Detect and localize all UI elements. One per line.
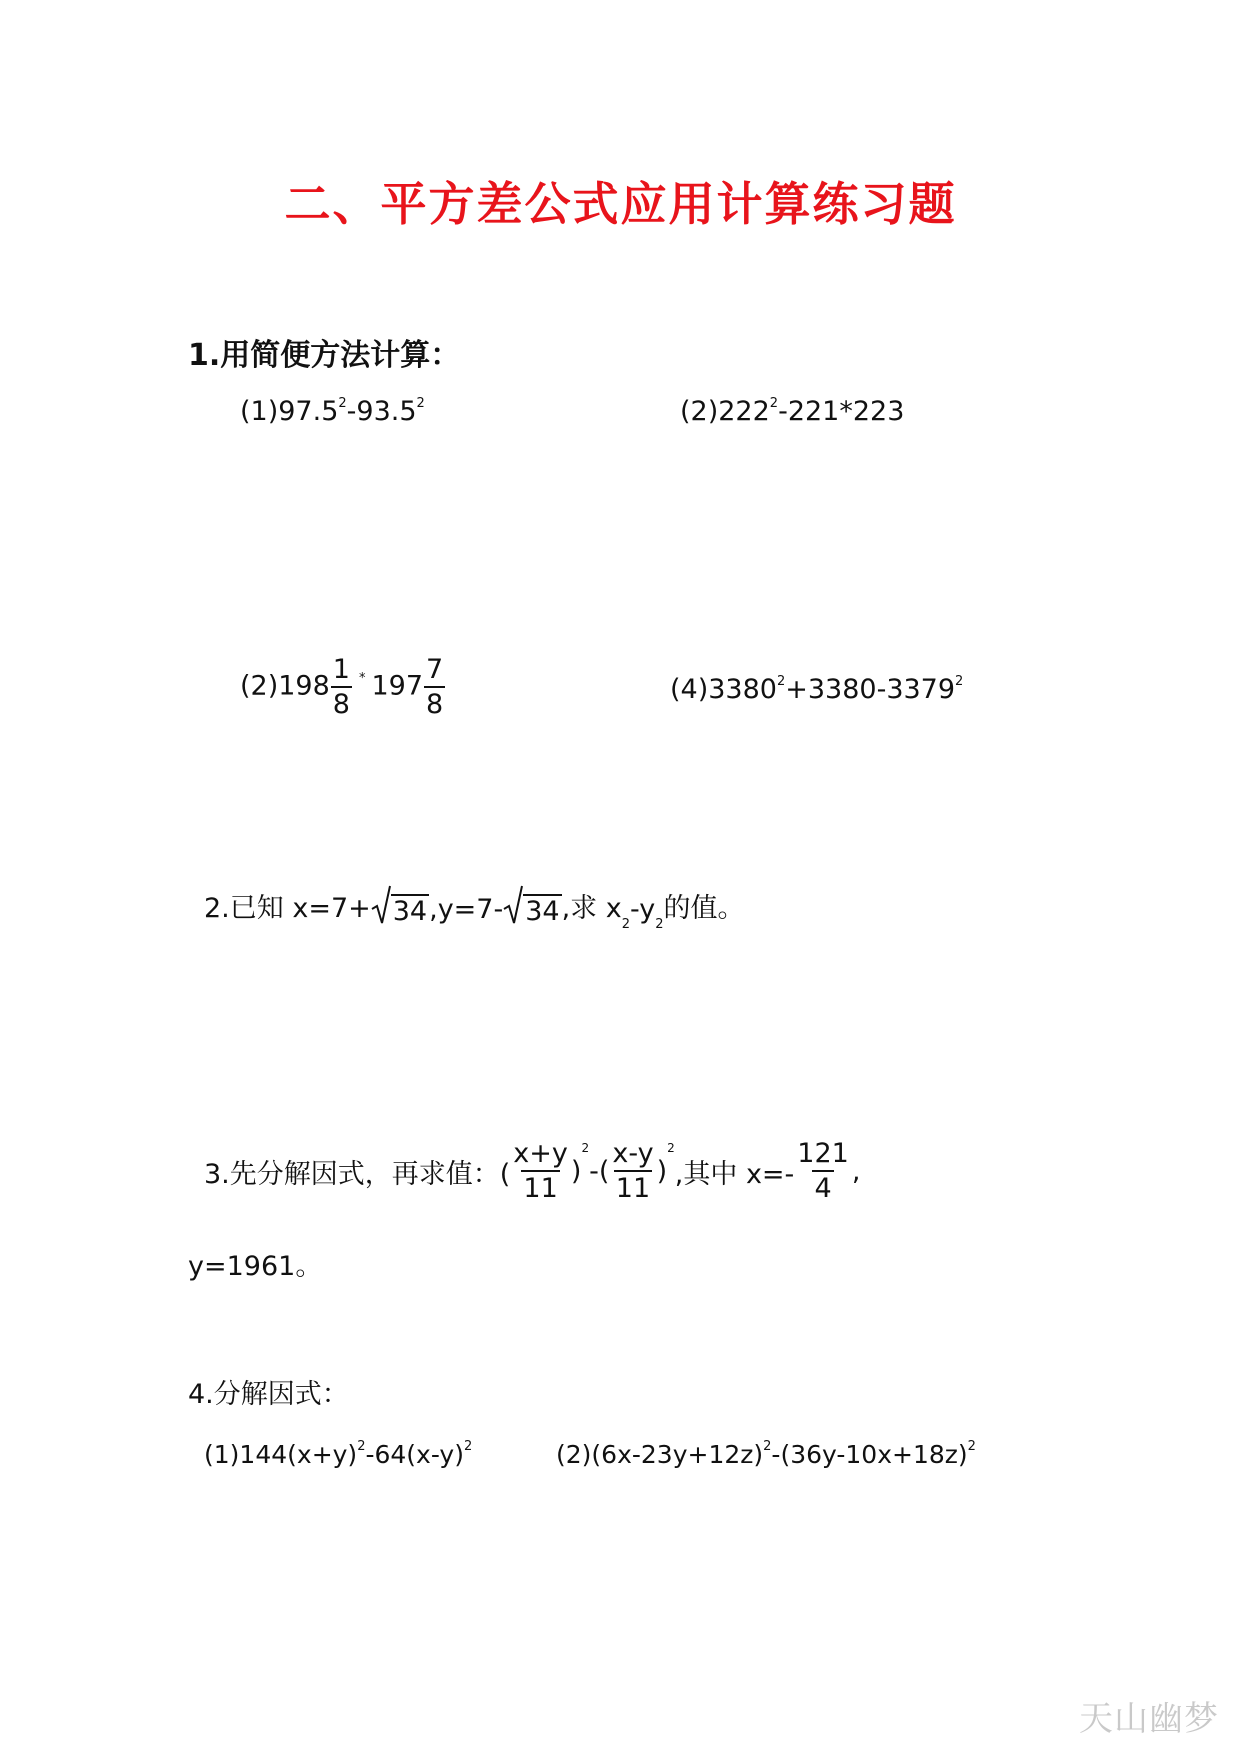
q4-problem-1: $(1)144(x+y)^2-64(x-y)^2$ <box>204 1439 473 1469</box>
q1-problem-4: $(4)3380^2+3380-3379^2$ <box>670 674 964 705</box>
q1-heading: 1.用简便方法计算： <box>188 338 461 373</box>
problem-label: (2) <box>556 1440 592 1469</box>
q3-text: 3.先分解因式，再求值：( $\frac{x+y}{11}$ ) 2 -( $\frac{x-y}{11}$ ) 2 ,其中 x=- $\frac{121}{4}$ , <box>204 1138 861 1204</box>
q3-line-2: y=1961。 <box>188 1251 323 1282</box>
fraction: $\frac{x+y}{11}$ <box>513 1138 568 1204</box>
q1-problem-3: (2)198 $\frac{1}{8}$ * 197 $\frac{7}{8}$ <box>240 654 444 720</box>
page-title: 二、平方差公式应用计算练习题 <box>284 177 957 231</box>
fraction: $\frac{x-y}{11}$ <box>612 1138 654 1204</box>
q2-text: 2.已知 x=7+ 34 ,y=7- 34 ,求 x 2 -y 2 的值。 <box>204 885 745 925</box>
fraction: $\frac{7}{8}$ <box>426 654 444 720</box>
square-root: 34 <box>371 885 429 925</box>
radical-sign-icon <box>503 885 523 925</box>
q4-problem-2: $(2)(6x-23y+12z)^2-(36y-10x+18z)^2$ <box>556 1439 976 1469</box>
q1-problem-2: $(2)222^2-221*223$ <box>680 396 905 427</box>
problem-label: (4) <box>670 674 709 705</box>
problem-label: (1) <box>240 396 279 427</box>
square-root: 34 <box>503 885 561 925</box>
fraction: $\frac{1}{8}$ <box>332 654 350 720</box>
q4-heading: 4.分解因式： <box>188 1379 349 1410</box>
radical-sign-icon <box>371 885 391 925</box>
fraction: $\frac{121}{4}$ <box>797 1138 849 1204</box>
watermark: 天山幽梦 <box>1079 1699 1219 1739</box>
q1-problem-1: (1)97.5$^2$-93.5$^2$ <box>240 396 425 427</box>
problem-label: (1) <box>204 1440 240 1469</box>
problem-label: (2) <box>680 396 719 427</box>
problem-label: (2) <box>240 670 279 702</box>
